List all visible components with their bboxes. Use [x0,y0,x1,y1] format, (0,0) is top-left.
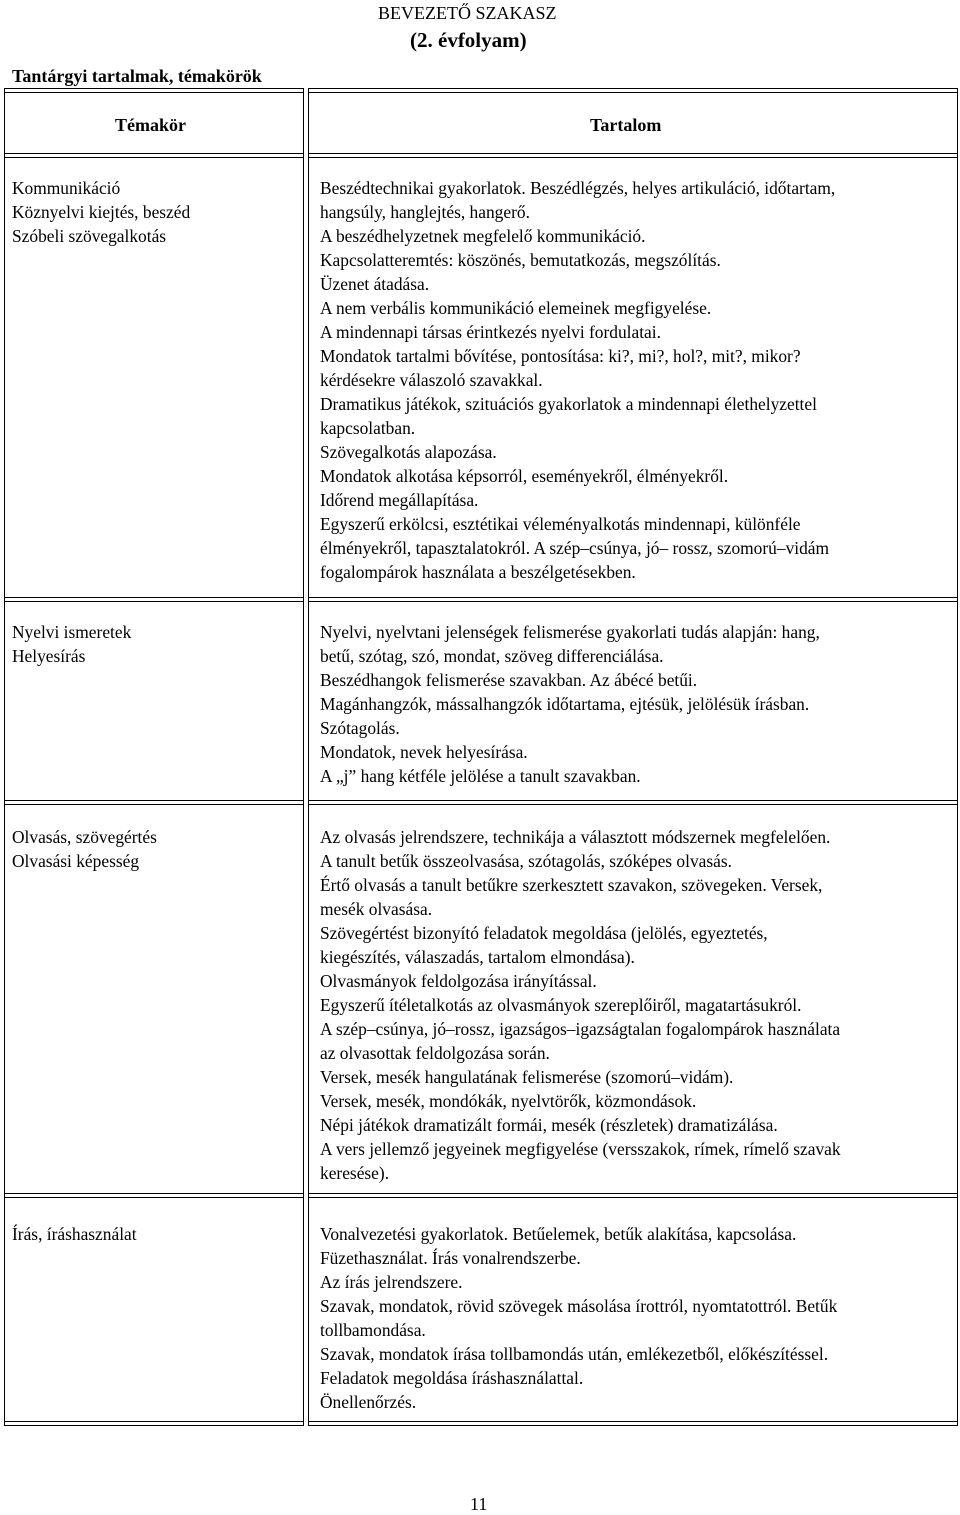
content-line: Üzenet átadása. [320,274,430,294]
content-line: Az olvasás jelrendszere, technikája a választott módszernek megfelelően. [320,827,831,847]
content-line: Vonalvezetési gyakorlatok. Betűelemek, betűk alakítása, kapcsolása. [320,1224,797,1244]
row-2-topic [12,620,292,668]
content-line: Szavak, mondatok írása tollbamondás után, emlékezetből, előkészítéssel. [320,1344,829,1364]
subtitle: Tantárgyi tartalmak, témakörök [12,66,262,86]
row-3-content [320,825,920,1185]
content-line: Szövegalkotás alapozása. [320,442,497,462]
content-line: tollbamondása. [320,1320,426,1340]
topic-line: Szóbeli szövegalkotás [12,226,167,246]
content-line: A szép–csúnya, jó–rossz, igazságos–igazságtalan fogalompárok használata [320,1019,841,1039]
content-line: Beszédtechnikai gyakorlatok. Beszédlégzés, helyes artikuláció, időtartam, [320,178,836,198]
topic-line: Olvasás, szövegértés [12,827,157,847]
content-line: Az írás jelrendszere. [320,1272,463,1292]
content-line: Szótagolás. [320,718,400,738]
content-line: A nem verbális kommunikáció elemeinek megfigyelése. [320,298,712,318]
content-line: Önellenőrzés. [320,1392,417,1412]
content-line: Mondatok, nevek helyesírása. [320,742,528,762]
row-2-content [320,620,920,788]
header-line2: (2. évfolyam) [410,28,527,52]
column-header-content: Tartalom [590,115,662,135]
content-line: kiegészítés, válaszadás, tartalom elmondása). [320,947,635,967]
topic-line: Köznyelvi kiejtés, beszéd [12,202,191,222]
content-line: Magánhangzók, mássalhangzók időtartama, ejtésük, jelölésük írásban. [320,694,810,714]
content-line: Népi játékok dramatizált formái, mesék (részletek) dramatizálása. [320,1115,778,1135]
content-line: Értő olvasás a tanult betűkre szerkesztett szavakon, szövegeken. Versek, [320,875,823,895]
content-line: Olvasmányok feldolgozása irányítással. [320,971,597,991]
content-line: Mondatok tartalmi bővítése, pontosítása: ki?, mi?, hol?, mit?, mikor? [320,346,801,366]
topic-line: Olvasási képesség [12,851,140,871]
content-line: Versek, mesék, mondókák, nyelvtörők, közmondások. [320,1091,697,1111]
content-line: kérdésekre válaszoló szavakkal. [320,370,543,390]
topic-line: Nyelvi ismeretek [12,622,132,642]
topic-line: Kommunikáció [12,178,121,198]
content-line: mesék olvasása. [320,899,433,919]
content-line: A „j” hang kétféle jelölése a tanult szavakban. [320,766,641,786]
page-number: 11 [470,1494,488,1514]
content-line: Egyszerű erkölcsi, esztétikai véleményalkotás mindennapi, különféle [320,514,801,534]
content-line: Versek, mesék hangulatának felismerése (szomorú–vidám). [320,1067,734,1087]
content-line: Időrend megállapítása. [320,490,479,510]
content-line: betű, szótag, szó, mondat, szöveg differenciálása. [320,646,664,666]
row-4-topic [12,1222,292,1246]
content-line: Nyelvi, nyelvtani jelenségek felismerése gyakorlati tudás alapján: hang, [320,622,820,642]
content-line: A tanult betűk összeolvasása, szótagolás, szóképes olvasás. [320,851,732,871]
content-line: élményekről, tapasztalatokról. A szép–csúnya, jó– rossz, szomorú–vidám [320,538,830,558]
content-line: kapcsolatban. [320,418,416,438]
content-line: fogalompárok használata a beszélgetésekben. [320,562,636,582]
content-line: az olvasottak feldolgozása során. [320,1043,550,1063]
content-line: Beszédhangok felismerése szavakban. Az ábécé betűi. [320,670,698,690]
content-line: Kapcsolatteremtés: köszönés, bemutatkozás, megszólítás. [320,250,721,270]
topic-line: Helyesírás [12,646,86,666]
content-line: Füzethasználat. Írás vonalrendszerbe. [320,1248,581,1268]
content-line: hangsúly, hanglejtés, hangerő. [320,202,530,222]
content-line: Egyszerű ítéletalkotás az olvasmányok szereplőiről, magatartásukról. [320,995,802,1015]
content-line: A vers jellemző jegyeinek megfigyelése (versszakok, rímek, rímelő szavak [320,1139,841,1159]
content-line: Szavak, mondatok, rövid szövegek másolása írottról, nyomtatottról. Betűk [320,1296,838,1316]
content-line: Mondatok alkotása képsorról, eseményekről, élményekről. [320,466,729,486]
content-line: A mindennapi társas érintkezés nyelvi fordulatai. [320,322,661,342]
content-line: A beszédhelyzetnek megfelelő kommunikáció. [320,226,646,246]
row-4-content [320,1222,920,1414]
column-header-topic: Témakör [115,115,186,135]
content-line: Feladatok megoldása íráshasználattal. [320,1368,584,1388]
row-1-topic [12,176,292,248]
topic-line: Írás, íráshasználat [12,1224,137,1244]
header-line1: BEVEZETŐ SZAKASZ [378,3,557,23]
row-1-content [320,176,920,584]
row-3-topic [12,825,292,873]
content-line: keresése). [320,1163,390,1183]
content-line: Dramatikus játékok, szituációs gyakorlatok a mindennapi élethelyzettel [320,394,817,414]
content-line: Szövegértést bizonyító feladatok megoldása (jelölés, egyeztetés, [320,923,768,943]
